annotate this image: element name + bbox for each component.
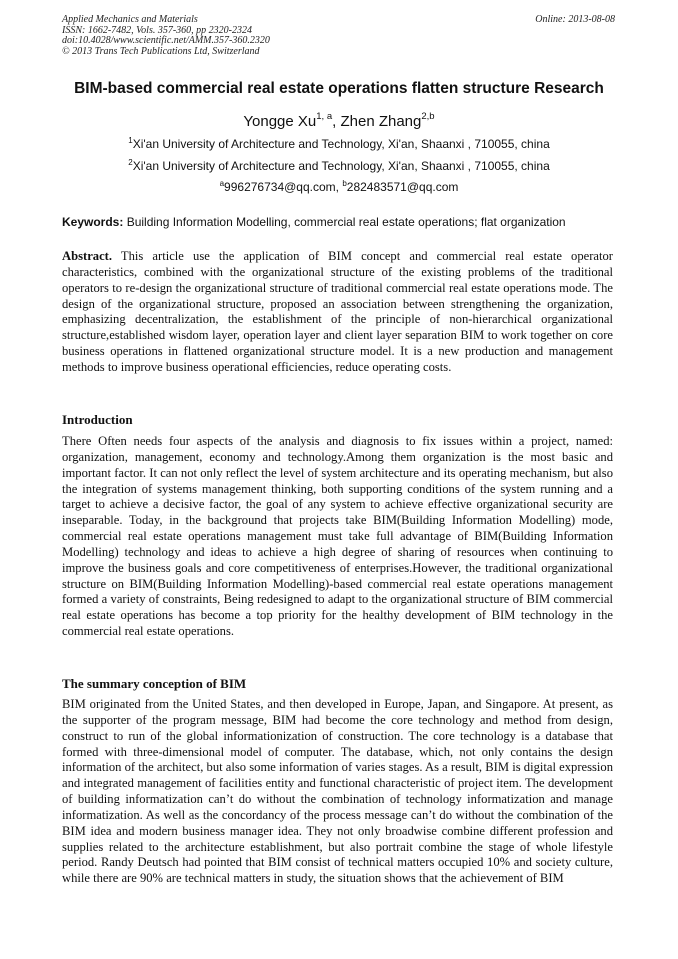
copyright-line: © 2013 Trans Tech Publications Ltd, Switzerland (62, 45, 260, 57)
online-date: Online: 2013-08-08 (535, 14, 615, 25)
paper-title: BIM-based commercial real estate operations flatten structure Research (74, 80, 604, 97)
author-name: Yongge Xu (243, 113, 317, 130)
journal-header (62, 15, 270, 57)
journal-name: Applied Mechanics and Materials (62, 14, 198, 25)
abstract-text: This article use the application of BIM concept and commercial real estate operator characteristics, combined with the organizational structure of the existing problems of the traditional operators to re-design the organizational structure of traditional commercial real estate operations mode. The design of the organizational structure, proposed an association between strengthening the organization, emphasizing decentralization, the establishment of the principle of non-hierarchical organizational structure,established wisdom layer, operation layer and client layer separation BIM to work together on core business operations in flattened organizational structure model. It is a new production and management methods to improve business operational efficiencies, reduce operating costs. (62, 249, 613, 374)
author-superscript: 1, a (316, 111, 333, 122)
author-separator: , (332, 113, 341, 130)
author-name: Zhen Zhang (340, 113, 422, 130)
email-address: 282483571@qq.com (346, 180, 459, 194)
email-line (0, 180, 678, 194)
introduction-paragraph: There Often needs four aspects of the analysis and diagnosis to fix issues within a project, named: organization, management, economy and technology.Among them organization is the most basic and important factor. It can not only reflect the level of system architecture and its operating mechanism, but also the integration of systems management thinking, both supporting conditions of the system running and a target to achieve a decisive factor, the goal of any system to achieve effective organizational security are inseparable. Today, in the background that projects take BIM(Building Information Modelling) mode, commercial real estate operations management must take full advantage of BIM(Building Information Modelling) technology and ideas to achieve a high degree of sharing of resources when continuing to improve the business goals and core competitiveness of enterprises.However, the traditional organizational structure on BIM(Building Information Modelling)-based commercial real estate operations management formed a variety of constraints, Being redesigned to adapt to the organizational structure of BIM commercial real estate operations has become a top priority for the healthy development of BIM technology in the commercial real estate operations. (62, 434, 613, 639)
keywords-text: Building Information Modelling, commercial real estate operations; flat organization (123, 215, 566, 229)
author-list (0, 113, 678, 130)
email-address: 996276734@qq.com (224, 180, 336, 194)
abstract-label: Abstract. (62, 249, 113, 263)
email-superscript: a (219, 179, 225, 188)
author-superscript: 2,b (421, 111, 435, 122)
email-separator: , (335, 180, 343, 194)
affiliation-1 (0, 137, 678, 151)
doi-line: doi:10.4028/www.scientific.net/AMM.357-360.2320 (62, 35, 270, 46)
summary-paragraph: BIM originated from the United States, and then developed in Europe, Japan, and Singapore. At present, as the supporter of the program message, BIM had become the core technology and method from design, construct to run of the global informationization of construction. The core technology is a database that formed with three-dimensional model of computer. The database, which, not only contains the design information of the architect, but also some information of varies stages. As a result, BIM is digital expression and integrated management of facilities entity and functional characteristic of project item. The development of building informatization can’t do without the combination of technology informatization and manage informatization. As well as the concordancy of the process message can’t do without the combination of the BIM idea and modern business manager idea. They not only broadwise combine different profession and supplies related to the architecture establishment, but also portrait combine the stage of whole lifestyle period. Randy Deutsch had pointed that BIM consist of technical matters occupied 10% and society culture, while there are 90% are technical matters in study, the situation shows that the achievement of BIM (62, 697, 613, 886)
issn-line: ISSN: 1662-7482, Vols. 357-360, pp 2320-2324 (62, 24, 252, 36)
affiliation-2 (0, 159, 678, 173)
section-heading-introduction: Introduction (62, 412, 133, 427)
section-heading-summary: The summary conception of BIM (62, 676, 247, 691)
affiliation-superscript: 1 (128, 136, 133, 145)
affiliation-text: Xi'an University of Architecture and Technology, Xi'an, Shaanxi , 710055, china (132, 137, 550, 151)
affiliation-text: Xi'an University of Architecture and Technology, Xi'an, Shaanxi , 710055, china (132, 159, 550, 173)
keywords-label: Keywords: (62, 215, 124, 229)
keywords (62, 215, 566, 229)
abstract (62, 249, 613, 376)
affiliation-superscript: 2 (128, 158, 133, 167)
email-superscript: b (342, 179, 347, 188)
